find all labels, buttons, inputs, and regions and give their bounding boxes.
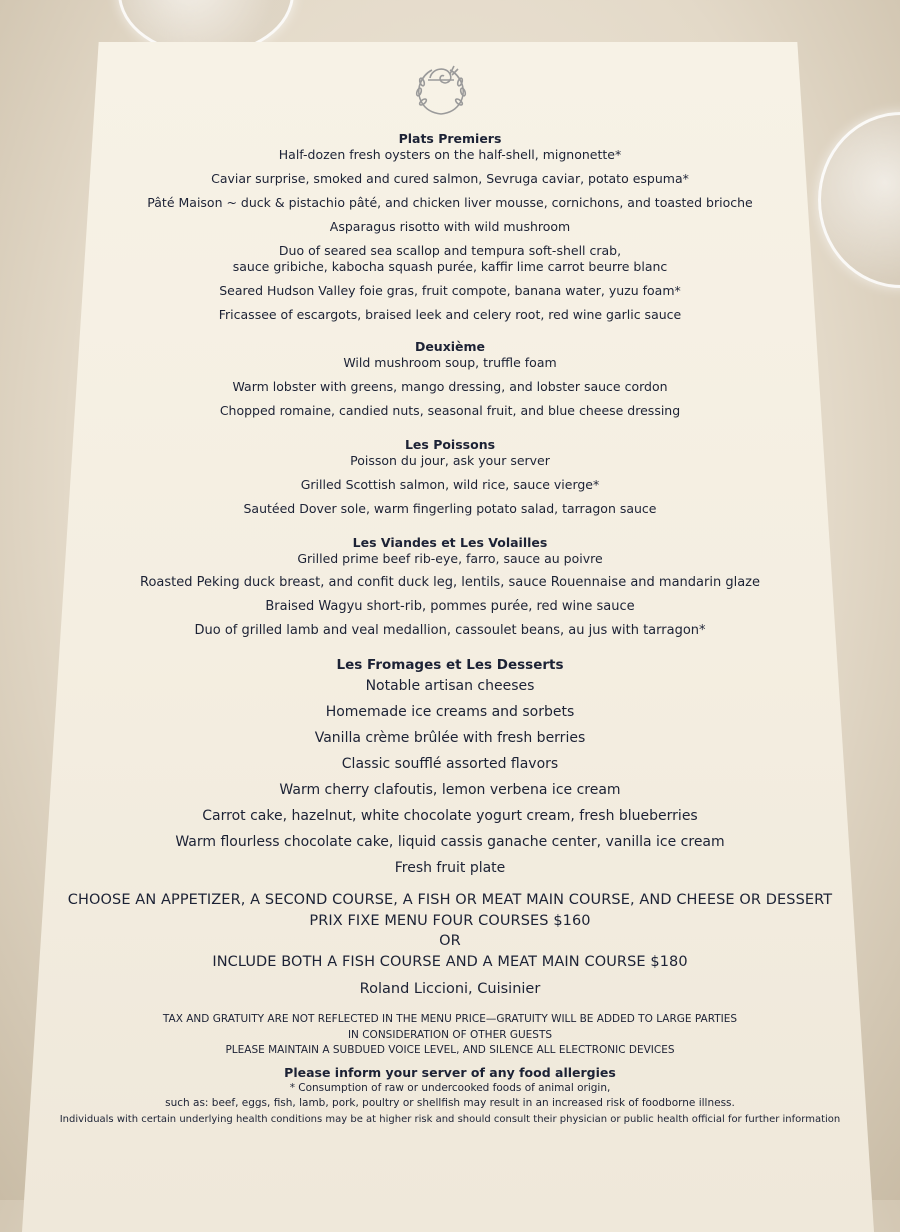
- menu-item: Warm cherry clafoutis, lemon verbena ice cream: [279, 782, 621, 798]
- section-title: Plats Premiers: [398, 131, 502, 146]
- menu-item: Duo of seared sea scallop and tempura soft-shell crab,: [278, 243, 622, 258]
- allergy-line: Individuals with certain underlying health conditions may be at higher risk and should consult their physician or public health official for further information: [59, 1113, 841, 1125]
- menu-item: Poisson du jour, ask your server: [350, 453, 550, 468]
- menu-item: Half-dozen fresh oysters on the half-shell, mignonette*: [278, 147, 622, 162]
- menu-item: Classic soufflé assorted flavors: [341, 756, 559, 772]
- menu-item: Chopped romaine, candied nuts, seasonal fruit, and blue cheese dressing: [219, 403, 681, 418]
- menu-item: Warm lobster with greens, mango dressing, and lobster sauce cordon: [232, 379, 668, 394]
- menu-content: [0, 132, 900, 1127]
- menu-item: Carrot cake, hazelnut, white chocolate yogurt cream, fresh blueberries: [202, 808, 698, 824]
- menu-item: Grilled prime beef rib-eye, farro, sauce au poivre: [297, 551, 603, 566]
- menu-item: sauce gribiche, kabocha squash purée, kaffir lime carrot beurre blanc: [232, 259, 668, 274]
- menu-item: Seared Hudson Valley foie gras, fruit compote, banana water, yuzu foam*: [219, 283, 681, 298]
- offer-line: OR: [439, 933, 461, 949]
- allergy-line: * Consumption of raw or undercooked foods of animal origin,: [289, 1081, 611, 1094]
- menu-item: Roasted Peking duck breast, and confit duck leg, lentils, sauce Rouennaise and mandarin glaze: [140, 575, 760, 590]
- menu-item: Asparagus risotto with wild mushroom: [329, 219, 571, 234]
- menu-item: Wild mushroom soup, truffle foam: [343, 355, 557, 370]
- prix-fixe-offer: [0, 890, 900, 972]
- section-fromages-desserts: [0, 658, 900, 876]
- menu-item: Sautéed Dover sole, warm fingerling potato salad, tarragon sauce: [243, 501, 657, 516]
- allergy-notice: [0, 1065, 900, 1128]
- offer-line: PRIX FIXE MENU FOUR COURSES $160: [309, 912, 591, 929]
- menu-item: Caviar surprise, smoked and cured salmon, Sevruga caviar, potato espuma*: [211, 171, 689, 186]
- fine-print-line: TAX AND GRATUITY ARE NOT REFLECTED IN THE MENU PRICE—GRATUITY WILL BE ADDED TO LARGE PARTIES: [162, 1013, 738, 1025]
- menu-item: Notable artisan cheeses: [365, 678, 535, 694]
- section-title: Deuxième: [414, 339, 486, 354]
- section-title: Les Poissons: [404, 437, 496, 452]
- allergy-heading: Please inform your server of any food allergies: [284, 1064, 616, 1080]
- section-deuxieme: [0, 340, 900, 418]
- offer-line: INCLUDE BOTH A FISH COURSE AND A MEAT MAIN COURSE $180: [212, 953, 688, 970]
- section-plats-premiers: [0, 132, 900, 322]
- menu-item: Homemade ice creams and sorbets: [325, 704, 575, 720]
- offer-line: CHOOSE AN APPETIZER, A SECOND COURSE, A FISH OR MEAT MAIN COURSE, AND CHEESE OR DESSERT: [67, 892, 833, 908]
- fine-print-line: PLEASE MAINTAIN A SUBDUED VOICE LEVEL, AND SILENCE ALL ELECTRONIC DEVICES: [225, 1044, 675, 1056]
- section-title: Les Fromages et Les Desserts: [336, 657, 564, 673]
- section-title: Les Viandes et Les Volailles: [352, 535, 548, 550]
- allergy-line: such as: beef, eggs, fish, lamb, pork, poultry or shellfish may result in an increased risk of foodborne illness.: [165, 1097, 735, 1109]
- chef-credit: Roland Liccioni, Cuisinier: [359, 981, 541, 997]
- snail-wreath-icon: [412, 58, 470, 118]
- menu-item: Pâté Maison ~ duck & pistachio pâté, and chicken liver mousse, cornichons, and toasted brioche: [147, 195, 753, 210]
- section-viandes-volailles: [0, 536, 900, 638]
- menu-item: Vanilla crème brûlée with fresh berries: [314, 730, 586, 746]
- menu-item: Duo of grilled lamb and veal medallion, cassoulet beans, au jus with tarragon*: [194, 623, 706, 638]
- menu-item: Grilled Scottish salmon, wild rice, sauce vierge*: [300, 477, 600, 492]
- fine-print: [0, 1012, 900, 1059]
- menu-item: Fricassee of escargots, braised leek and celery root, red wine garlic sauce: [218, 307, 682, 322]
- menu-item: Braised Wagyu short-rib, pommes purée, red wine sauce: [265, 599, 635, 614]
- menu-item: Warm flourless chocolate cake, liquid cassis ganache center, vanilla ice cream: [175, 834, 725, 850]
- fine-print-line: IN CONSIDERATION OF OTHER GUESTS: [347, 1028, 553, 1041]
- menu-item: Fresh fruit plate: [394, 860, 506, 876]
- section-les-poissons: [0, 438, 900, 516]
